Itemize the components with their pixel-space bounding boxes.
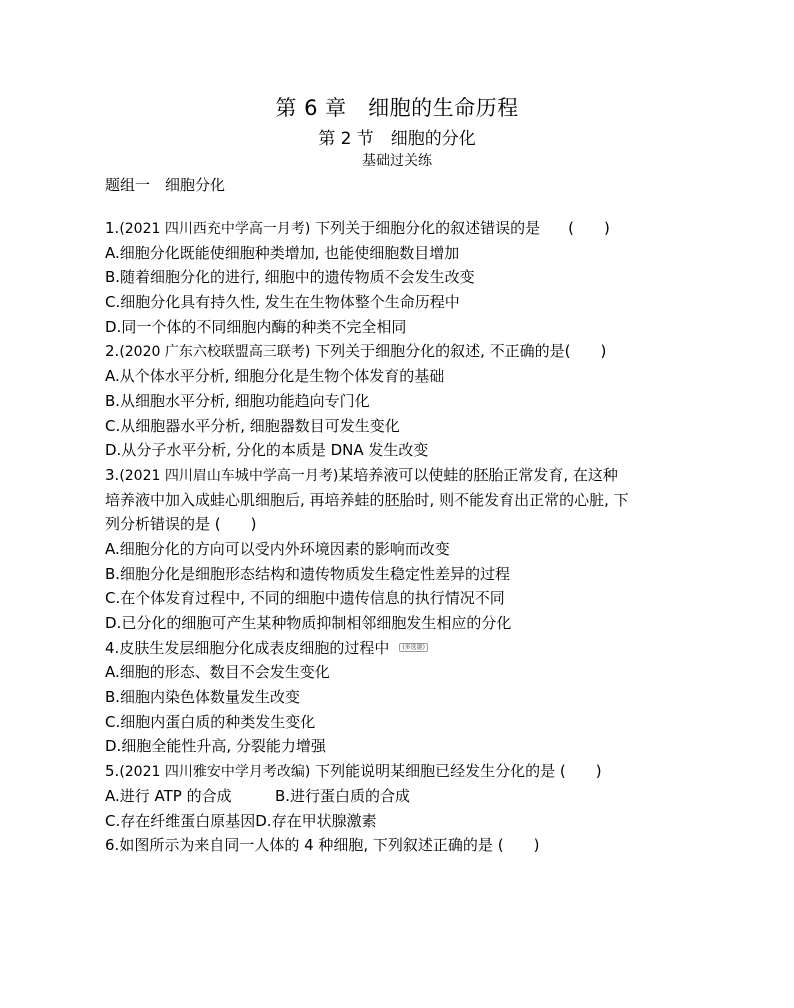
question-number: 4.	[105, 638, 120, 657]
question-6-stem	[105, 833, 705, 858]
question-2-option-b: B.从细胞水平分析, 细胞功能趋向专门化	[105, 391, 370, 410]
question-source: (2021 四川眉山车城中学高一月考)	[119, 467, 339, 484]
question-source: (2021 四川西充中学高一月考)	[119, 221, 311, 237]
question-1-stem	[105, 216, 705, 241]
section-title: 第 2 节 细胞的分化	[318, 129, 476, 149]
question-1-option-d: D.同一个体的不同细胞内酶的种类不完全相同	[105, 317, 407, 336]
question-list	[105, 216, 705, 858]
question-number: 6.	[105, 836, 120, 855]
question-text: 如图所示为来自同一人体的 4 种细胞, 下列叙述正确的是	[119, 836, 493, 855]
question-number: 1.	[105, 219, 120, 237]
answer-bracket: ( )	[568, 219, 610, 237]
multi-choice-hint: (多选题)	[399, 643, 428, 652]
exercise-label: 基础过关练	[362, 153, 432, 169]
group-label: 题组一 细胞分化	[105, 176, 226, 194]
question-text: 某培养液可以使蛙的胚胎正常发育, 在这种	[338, 465, 618, 484]
question-text: 皮肤生发层细胞分化成表皮细胞的过程中	[119, 638, 390, 657]
question-source: (2021 四川雅安中学月考改编)	[119, 764, 311, 781]
question-source: (2020 广东六校联盟高三联考)	[119, 344, 311, 361]
question-1-option-b: B.随着细胞分化的进行, 细胞中的遗传物质不会发生改变	[105, 268, 475, 287]
question-3-option-b: B.细胞分化是细胞形态结构和遗传物质发生稳定性差异的过程	[105, 564, 511, 583]
question-5-option-a: A.进行 ATP 的合成	[105, 786, 232, 805]
question-text: 列分析错误的是	[105, 515, 211, 534]
question-3-stem	[105, 463, 705, 488]
question-4-option-c: C.细胞内蛋白质的种类发生变化	[105, 712, 316, 731]
question-2-option-c: C.从细胞器水平分析, 细胞器数目可发生变化	[105, 416, 400, 435]
question-2-option-a: A.从个体水平分析, 细胞分化是生物个体发育的基础	[105, 367, 445, 386]
question-4-option-b: B.细胞内染色体数量发生改变	[105, 688, 301, 707]
question-3-option-c: C.在个体发育过程中, 不同的细胞中遗传信息的执行情况不同	[105, 589, 505, 608]
answer-bracket: ( )	[497, 836, 540, 855]
question-4-stem	[105, 636, 705, 661]
question-5-options-row-1	[105, 784, 705, 809]
question-3-stem-line-3	[105, 512, 705, 537]
question-2-stem	[105, 339, 705, 364]
question-5-options-row-2	[105, 809, 705, 834]
question-number: 2.	[105, 342, 120, 361]
answer-bracket: ( )	[559, 762, 602, 781]
question-3-option-a: A.细胞分化的方向可以受内外环境因素的影响而改变	[105, 539, 450, 558]
question-number: 3.	[105, 465, 120, 484]
question-1-option-c: C.细胞分化具有持久性, 发生在生物体整个生命历程中	[105, 293, 460, 312]
question-text: 下列关于细胞分化的叙述错误的是	[315, 219, 541, 237]
question-text: 下列关于细胞分化的叙述, 不正确的是	[315, 342, 565, 361]
question-number: 5.	[105, 762, 120, 781]
question-4-option-d: D.细胞全能性升高, 分裂能力增强	[105, 737, 326, 756]
question-5-stem	[105, 759, 705, 784]
question-5-option-b: B.进行蛋白质的合成	[275, 786, 411, 805]
question-1-option-a: A.细胞分化既能使细胞种类增加, 也能使细胞数目增加	[105, 243, 460, 262]
question-3-stem-line-2: 培养液中加入成蛙心肌细胞后, 再培养蛙的胚胎时, 则不能发育出正常的心脏, 下	[105, 490, 629, 509]
answer-bracket: ( )	[564, 342, 607, 361]
question-2-option-d: D.从分子水平分析, 分化的本质是 DNA 发生改变	[105, 441, 429, 460]
chapter-title: 第 6 章 细胞的生命历程	[275, 96, 519, 120]
question-4-option-a: A.细胞的形态、数目不会发生变化	[105, 663, 330, 682]
question-5-option-c: C.存在纤维蛋白原基因	[105, 811, 256, 830]
question-5-option-d: D.存在甲状腺激素	[255, 811, 377, 830]
answer-bracket: ( )	[214, 515, 257, 534]
question-text: 下列能说明某细胞已经发生分化的是	[315, 762, 556, 781]
question-3-option-d: D.已分化的细胞可产生某种物质抑制相邻细胞发生相应的分化	[105, 614, 512, 632]
